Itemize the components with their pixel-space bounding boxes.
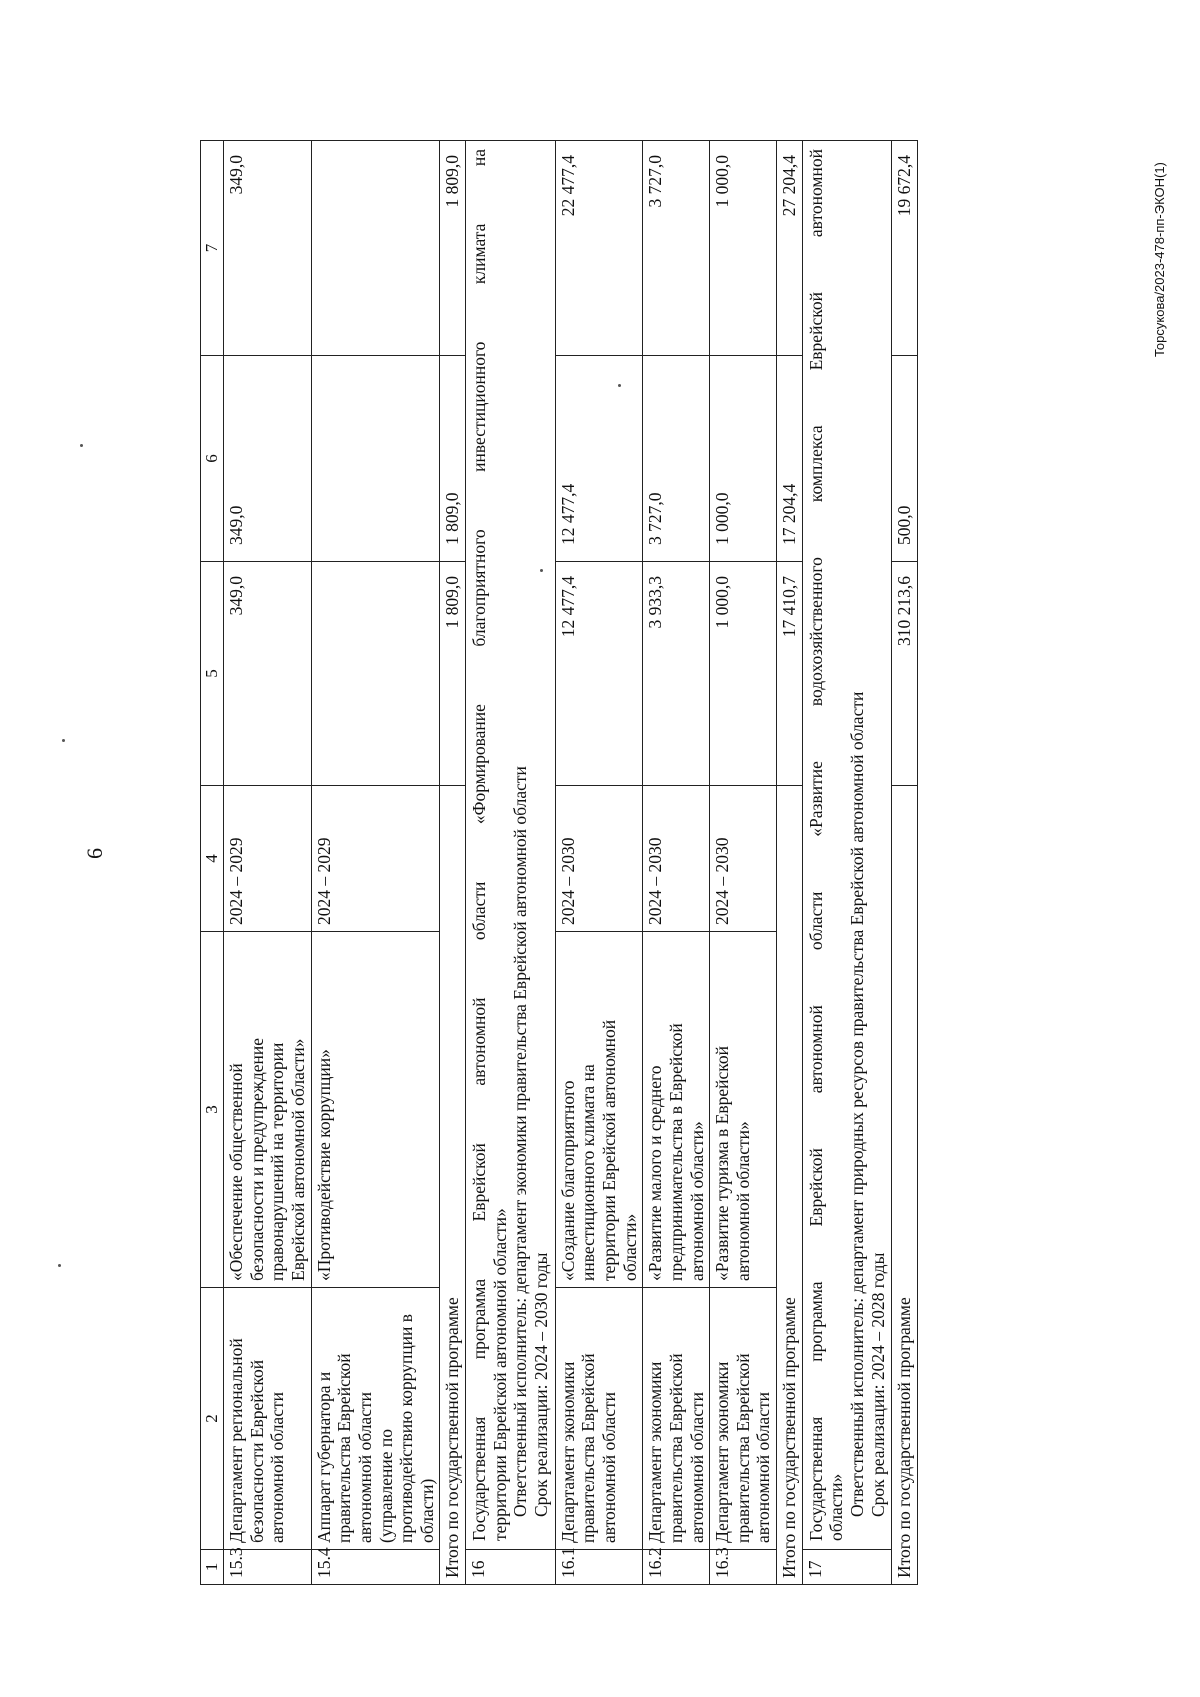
period-cell: 2024 – 2029: [224, 786, 312, 932]
total-col-5: 1 809,0: [440, 562, 466, 786]
value-col-5: 12 477,4: [555, 562, 643, 786]
program-info-cell: [802, 141, 892, 1550]
executor-line: правительства Еврейской: [665, 1353, 686, 1543]
event-cell: [710, 932, 777, 1288]
value-col-7: 1 000,0: [710, 141, 777, 356]
executor-line: правительства Еврейской: [732, 1353, 753, 1543]
total-col-6: 17 204,4: [777, 356, 803, 562]
page-number: 6: [82, 848, 107, 859]
executor-line: Аппарат губернатора и: [313, 1371, 334, 1543]
total-col-6: 500,0: [892, 356, 918, 562]
event-line: предпринимательства в Еврейской: [665, 1023, 686, 1281]
value-col-5: 3 933,3: [643, 562, 710, 786]
total-col-7: 19 672,4: [892, 141, 918, 356]
event-cell: [643, 932, 710, 1288]
program-title-line: Государственная программа Еврейской автономной области «Развитие водохозяйственного комплекса Еврейской автономной: [805, 149, 826, 1541]
program-info-cell: [466, 141, 556, 1550]
executor-line: автономной области: [267, 1392, 288, 1543]
total-col-7: 27 204,4: [777, 141, 803, 356]
executor-line: автономной области: [354, 1392, 375, 1543]
event-line: правонарушений на территории: [267, 1042, 288, 1281]
value-col-7: 22 477,4: [555, 141, 643, 356]
header-col-2: 2: [201, 1288, 224, 1550]
table-row-16-3: [710, 141, 777, 1585]
executor-cell: [643, 1288, 710, 1550]
executor-line: Департамент региональной: [226, 1338, 247, 1543]
table-row-total-17: [892, 141, 918, 1585]
value-col-6: 12 477,4: [555, 356, 643, 562]
period-cell: 2024 – 2030: [555, 786, 643, 932]
value-col-5: [311, 562, 440, 786]
event-line: безопасности и предупреждение: [246, 1037, 267, 1281]
total-col-7: 1 809,0: [440, 141, 466, 356]
event-line: Еврейской автономной области»: [287, 1038, 308, 1281]
table-row-16-1: [555, 141, 643, 1585]
event-cell: [311, 932, 440, 1288]
total-col-5: 310 213,6: [892, 562, 918, 786]
program-table: [200, 140, 918, 1585]
executor-cell: [224, 1288, 312, 1550]
header-col-1: 1: [201, 1550, 224, 1585]
row-number: 16.1: [555, 1550, 643, 1585]
event-line: области»: [619, 1213, 640, 1281]
row-number: 17: [802, 1550, 892, 1585]
value-col-6: 349,0: [224, 356, 312, 562]
row-number: 15.3: [224, 1550, 312, 1585]
table-row-16: [466, 141, 556, 1585]
program-executor: Ответственный исполнитель: департамент природных ресурсов правительства Еврейской автономной области: [846, 691, 867, 1517]
program-term: Срок реализации: 2024 – 2030 годы: [531, 1252, 552, 1517]
value-col-7: [311, 141, 440, 356]
event-line: инвестиционного климата на: [578, 1064, 599, 1281]
executor-line: Департамент экономики: [557, 1361, 578, 1543]
executor-line: правительства Еврейской: [578, 1353, 599, 1543]
value-col-7: 3 727,0: [643, 141, 710, 356]
event-line: «Создание благоприятного: [557, 1080, 578, 1281]
table-row-total-15: [440, 141, 466, 1585]
header-col-5: 5: [201, 562, 224, 786]
value-col-5: 1 000,0: [710, 562, 777, 786]
total-col-5: 17 410,7: [777, 562, 803, 786]
executor-cell: [710, 1288, 777, 1550]
executor-line: Департамент экономики: [712, 1361, 733, 1543]
period-cell: 2024 – 2030: [710, 786, 777, 932]
header-row: [201, 141, 224, 1585]
event-cell: [224, 932, 312, 1288]
row-number: 16.3: [710, 1550, 777, 1585]
table-row-15-3: [224, 141, 312, 1585]
event-line: «Противодействие коррупции»: [313, 1049, 334, 1281]
header-col-6: 6: [201, 356, 224, 562]
program-term: Срок реализации: 2024 – 2028 годы: [867, 1252, 888, 1517]
event-line: «Развитие туризма в Еврейской: [712, 1046, 733, 1281]
scan-speck: [618, 384, 621, 387]
value-col-5: 349,0: [224, 562, 312, 786]
executor-line: (управление по: [375, 1429, 396, 1543]
period-cell: 2024 – 2029: [311, 786, 440, 932]
header-col-7: 7: [201, 141, 224, 356]
executor-line: противодействию коррупции в: [396, 1313, 417, 1543]
value-col-7: 349,0: [224, 141, 312, 356]
period-cell: 2024 – 2030: [643, 786, 710, 932]
value-col-6: 3 727,0: [643, 356, 710, 562]
program-executor: Ответственный исполнитель: департамент экономики правительства Еврейской автономной области: [510, 766, 531, 1517]
executor-line: автономной области: [598, 1392, 619, 1543]
table-row-16-2: [643, 141, 710, 1585]
total-label: Итого по государственной программе: [892, 786, 918, 1585]
scan-speck: [80, 444, 83, 447]
total-label: Итого по государственной программе: [440, 786, 466, 1585]
executor-line: правительства Еврейской: [334, 1353, 355, 1543]
event-line: автономной области»: [732, 1121, 753, 1281]
event-line: «Обеспечение общественной: [226, 1063, 247, 1281]
value-col-6: [311, 356, 440, 562]
executor-cell: [555, 1288, 643, 1550]
header-col-4: 4: [201, 786, 224, 932]
row-number: 15.4: [311, 1550, 440, 1585]
event-cell: [555, 932, 643, 1288]
value-col-6: 1 000,0: [710, 356, 777, 562]
program-title-line: области»: [826, 1473, 847, 1541]
total-col-6: 1 809,0: [440, 356, 466, 562]
header-col-3: 3: [201, 932, 224, 1288]
executor-line: области): [416, 1478, 437, 1543]
scan-speck: [62, 739, 65, 742]
total-label: Итого по государственной программе: [777, 786, 803, 1585]
program-title-line: Государственная программа Еврейской автономной области «Формирование благоприятного инвестиционного климата на: [469, 149, 490, 1541]
executor-line: автономной области: [686, 1392, 707, 1543]
table-row-total-16: [777, 141, 803, 1585]
event-line: «Развитие малого и среднего: [645, 1065, 666, 1281]
table-row-17: [802, 141, 892, 1585]
executor-cell: [311, 1288, 440, 1550]
row-number: 16: [466, 1550, 556, 1585]
event-line: территории Еврейской автономной: [598, 1019, 619, 1281]
document-footer: Торсукова/2023-478-пп-ЭКОН(1): [1152, 162, 1167, 357]
scan-speck: [540, 569, 543, 572]
executor-line: автономной области: [753, 1392, 774, 1543]
executor-line: безопасности Еврейской: [246, 1359, 267, 1543]
executor-line: Департамент экономики: [645, 1361, 666, 1543]
event-line: автономной области»: [686, 1121, 707, 1281]
program-title-line: территории Еврейской автономной области»: [489, 1208, 510, 1541]
table-row-15-4: [311, 141, 440, 1585]
scan-speck: [58, 1264, 61, 1267]
row-number: 16.2: [643, 1550, 710, 1585]
